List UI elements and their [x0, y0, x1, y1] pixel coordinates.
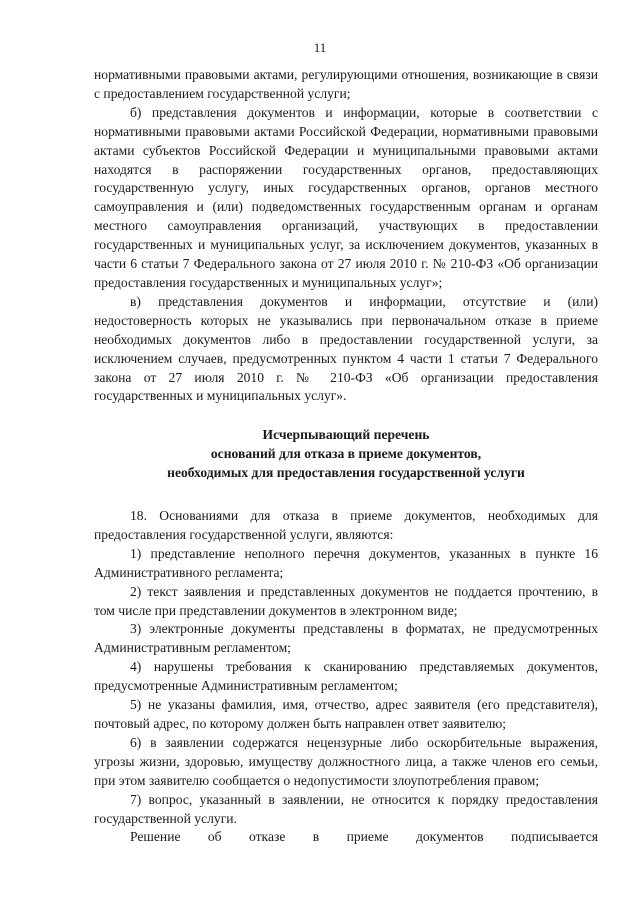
section-heading-line-3: необходимых для предоставления государственной услуги [167, 465, 525, 481]
list-item-3: 3) электронные документы представлены в форматах, не предусмотренных Административным регламентом; [94, 621, 598, 656]
list-item-4: 4) нарушены требования к сканированию представляемых документов, предусмотренные Административным регламентом; [94, 659, 598, 694]
list-item-6: 6) в заявлении содержатся нецензурные либо оскорбительные выражения, угрозы жизни, здоровью, имуществу должностного лица, а также членов его семьи, при этом заявителю сообщается о недопустимости злоупотребления правом; [94, 734, 598, 788]
document-body [94, 66, 598, 847]
paragraph-continuation: нормативными правовыми актами, регулирующими отношения, возникающие в связи с предоставлением государственной услуги; [94, 67, 598, 101]
list-item-7: 7) вопрос, указанный в заявлении, не относится к порядку предоставления государственной услуги. [94, 791, 598, 826]
section-heading-line-2: оснований для отказа в приеме документов, [210, 446, 482, 462]
page-number: 11 [313, 40, 327, 55]
section-heading [94, 426, 598, 483]
paragraph-decision: Решение об отказе в приеме документов подписывается [130, 829, 598, 845]
paragraph-18: 18. Основаниями для отказа в приеме документов, необходимых для предоставления государственной услуги, являются: [94, 508, 598, 542]
list-item-5: 5) не указаны фамилия, имя, отчество, адрес заявителя (его представителя), почтовый адрес, по которому должен быть направлен ответ заявителю; [94, 697, 598, 731]
paragraph-item-b: б) представления документов и информации, которые в соответствии с нормативными правовыми актами Российской Федерации, нормативными правовыми актами субъектов Российской Федерации и муниципальными правовыми актами находятся в распоряжении государственных органов, предоставляющих государственную услугу, иных государственных органов, органов местного самоуправления и (или) подведомственных государственным органам и органам местного самоуправления организаций, участвующих в предоставлении государственных и муниципальных услуг, за исключением документов, указанных в части 6 статьи 7 Федерального закона от 27 июля 2010 г. № 210-ФЗ «Об организации предоставления государственных и муниципальных услуг»; [94, 104, 598, 290]
paragraph-item-v: в) представления документов и информации, отсутствие и (или) недостоверность которых не указывались при первоначальном отказе в приеме необходимых документов либо в предоставлении государственной услуги, за исключением случаев, предусмотренных пунктом 4 части 1 статьи 7 Федерального закона от 27 июля 2010 г. № 210-ФЗ «Об организации предоставления государственных и муниципальных услуг». [94, 293, 598, 404]
list-item-2: 2) текст заявления и представленных документов не поддается прочтению, в том числе при представлении документов в электронном виде; [94, 583, 598, 618]
section-heading-line-1: Исчерпывающий перечень [262, 427, 430, 443]
list-item-1: 1) представление неполного перечня документов, указанных в пункте 16 Административного регламента; [94, 545, 598, 580]
